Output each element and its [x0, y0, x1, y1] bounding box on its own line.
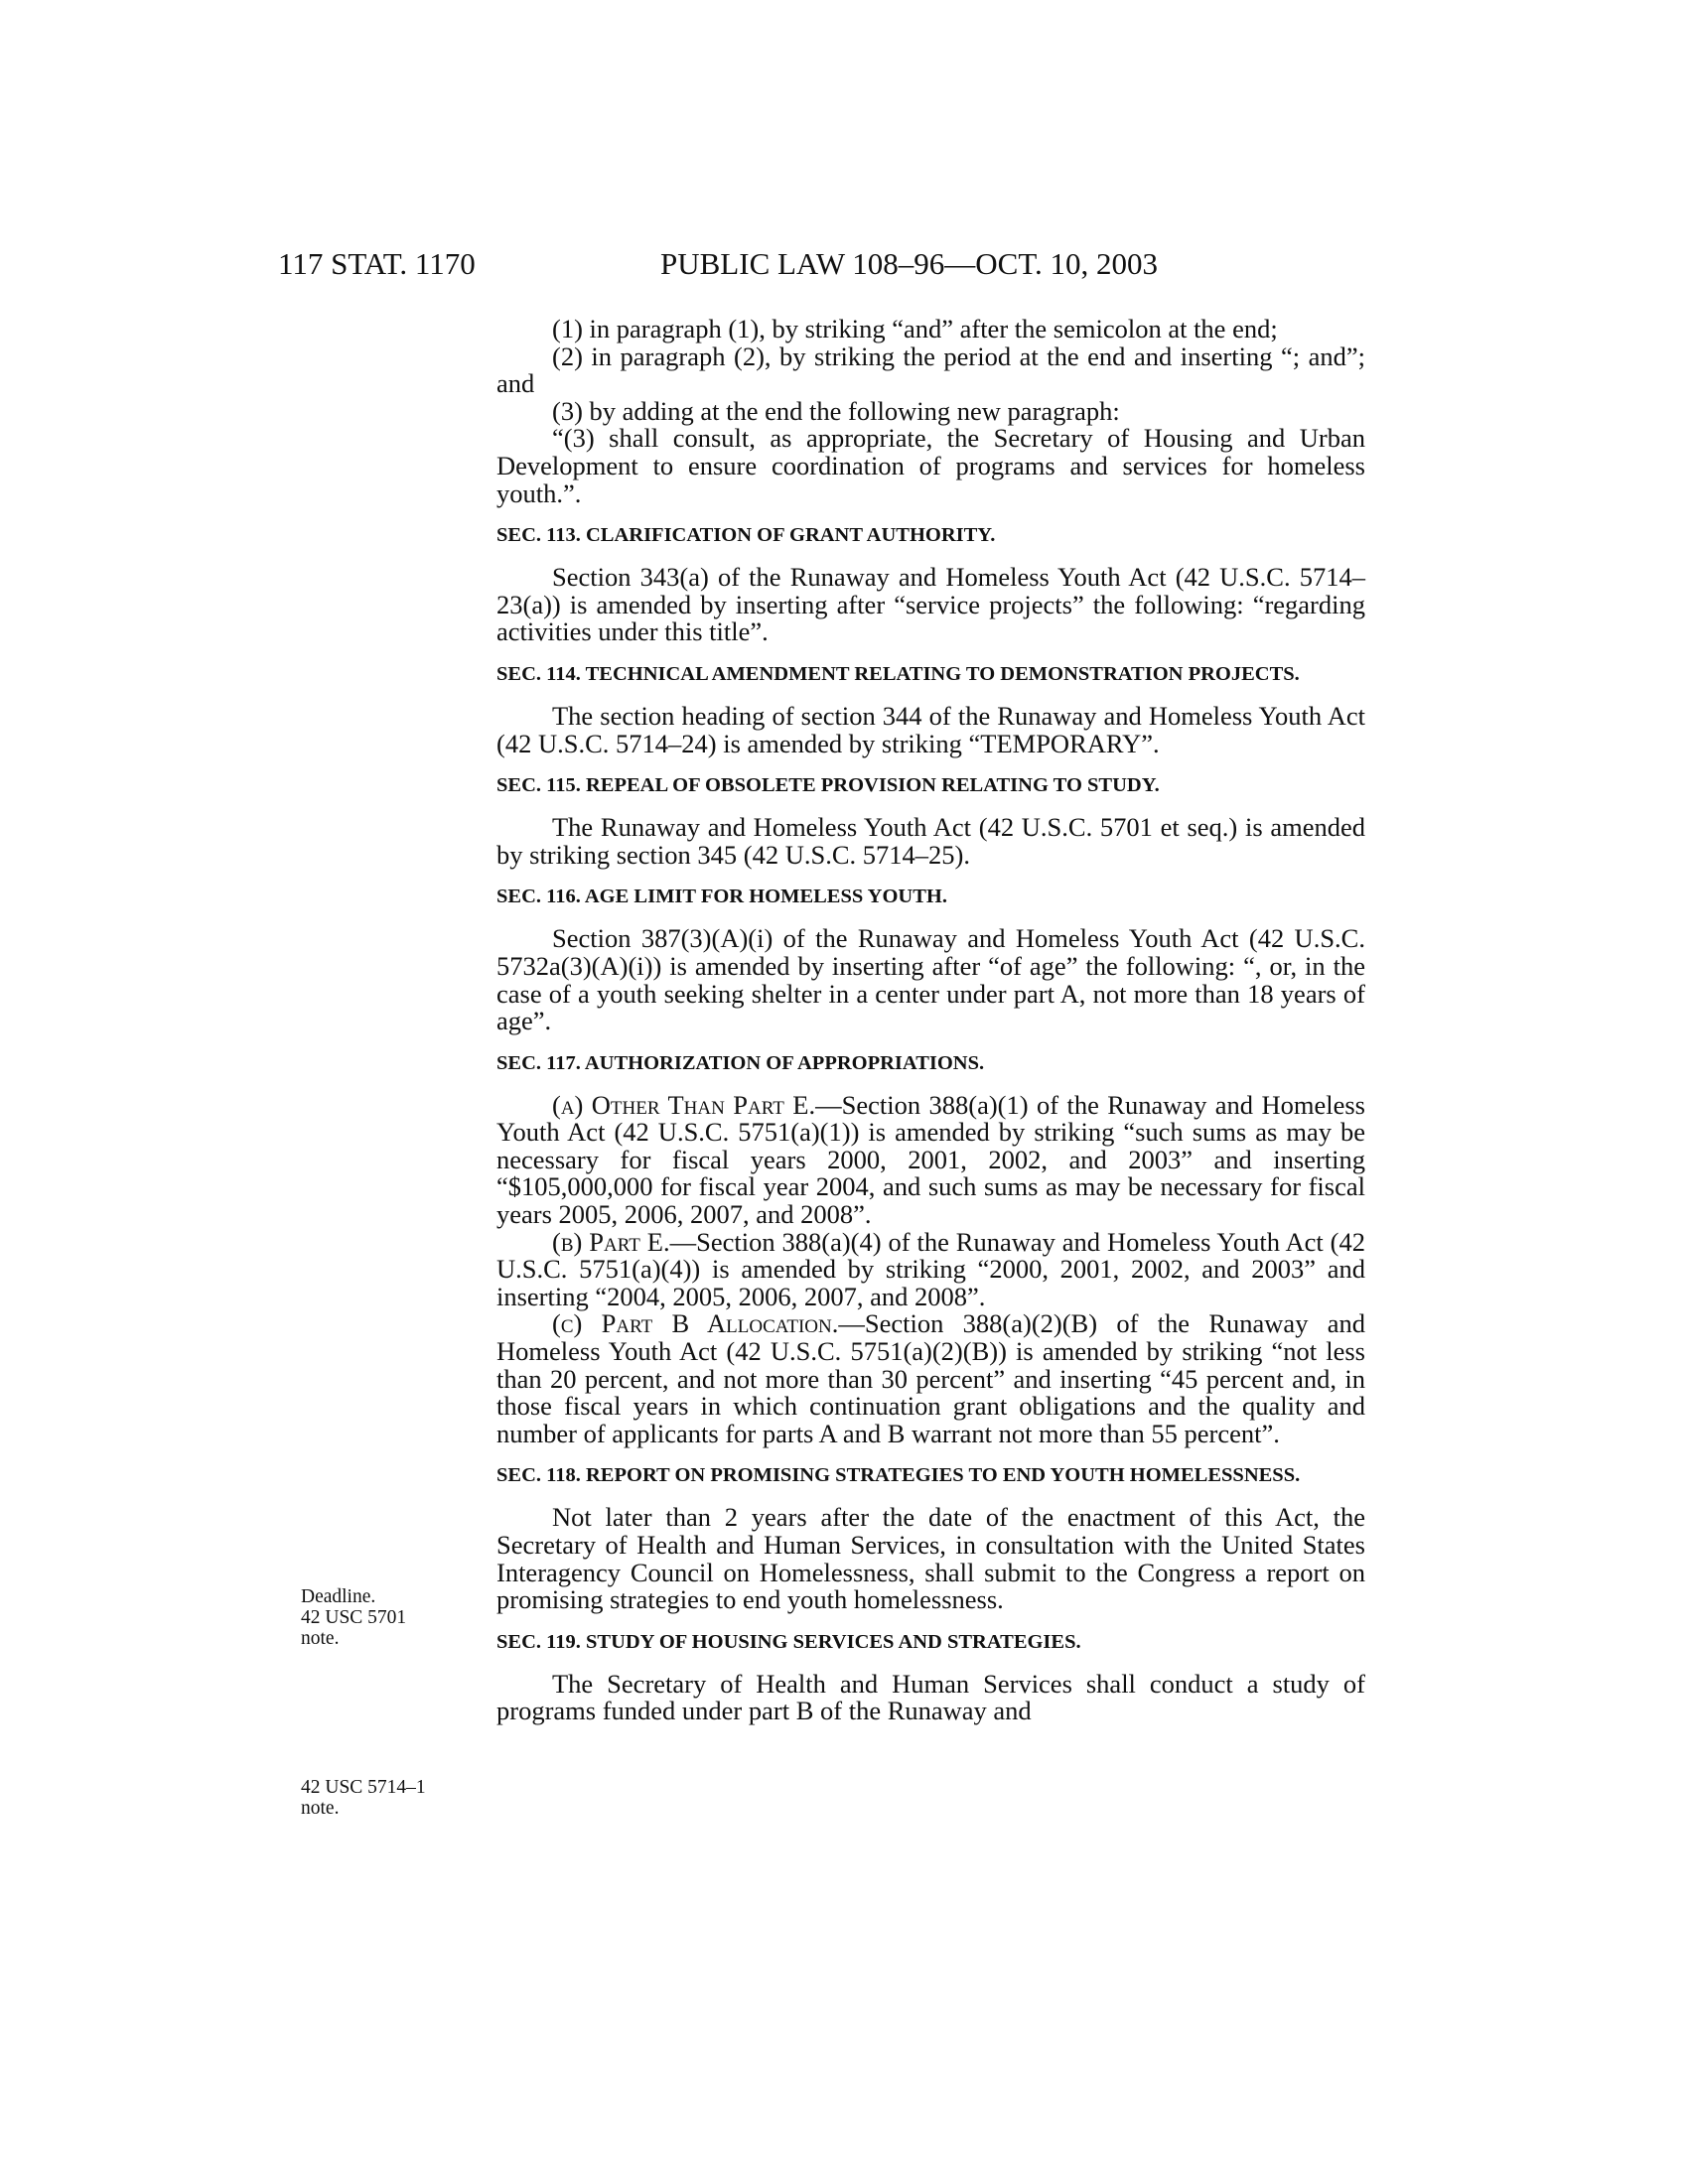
margin-note-line: 42 USC 5701	[301, 1607, 407, 1628]
subsection-label: (c) Part B Allocation.	[552, 1308, 839, 1339]
subsection-a	[496, 1089, 1365, 1230]
section-heading-118: SEC. 118. REPORT ON PROMISING STRATEGIES TO END YOUTH HOMELESSNESS.	[496, 1464, 1301, 1487]
section-text-118: Not later than 2 years after the date of the enactment of this Act, the Secretary of Health and Human Services, in consultation with the United States Interagency Council on Homelessness, shall submit to the Congress a report on promising strategies to end youth homelessness.	[496, 1502, 1365, 1615]
paragraph: (3) by adding at the end the following new paragraph:	[552, 395, 1120, 426]
paragraph: (2) in paragraph (2), by striking the period at the end and inserting “; and”; and	[496, 341, 1365, 399]
section-heading-116: SEC. 116. AGE LIMIT FOR HOMELESS YOUTH.	[496, 886, 947, 908]
section-heading-115: SEC. 115. REPEAL OF OBSOLETE PROVISION RELATING TO STUDY.	[496, 774, 1160, 797]
section-heading-119: SEC. 119. STUDY OF HOUSING SERVICES AND STRATEGIES.	[496, 1630, 1081, 1653]
subsection-text: —Section 388(a)(4) of the Runaway and Homeless Youth Act (42 U.S.C. 5751(a)(4)) is amended by striking “2000, 2001, 2002, and 2003” and inserting “2004, 2005, 2006, 2007, and 2008”.	[496, 1226, 1365, 1311]
section-text-115: The Runaway and Homeless Youth Act (42 U.S.C. 5701 et seq.) is amended by striking section 345 (42 U.S.C. 5714–25).	[496, 812, 1365, 870]
margin-note-usc	[301, 1777, 460, 1819]
section-text-116: Section 387(3)(A)(i) of the Runaway and Homeless Youth Act (42 U.S.C. 5732a(3)(A)(i)) is amended by inserting after “of age” the following: “, or, in the case of a youth seeking shelter in a center under part A, not more than 18 years of age”.	[496, 923, 1365, 1036]
subsection-b	[496, 1226, 1365, 1311]
section-text-119: The Secretary of Health and Human Services shall conduct a study of programs funded under part B of the Runaway and	[496, 1668, 1365, 1726]
margin-note-line: 42 USC 5714–1	[301, 1777, 426, 1798]
page-header	[0, 246, 1688, 286]
subsection-text: —Section 388(a)(1) of the Runaway and Homeless Youth Act (42 U.S.C. 5751(a)(1)) is amended by striking “such sums as may be necessary for fiscal years 2000, 2001, 2002, and 2003” and inserting “$105,000,000 for fiscal year 2004, and such sums as may be necessary for fiscal years 2005, 2006, 2007, and 2008”.	[496, 1089, 1365, 1230]
subsection-text: —Section 388(a)(2)(B) of the Runaway and Homeless Youth Act (42 U.S.C. 5751(a)(2)(B)) is amended by striking “not less than 20 percent, and not more than 30 percent” and inserting “45 percent and, in those fiscal years in which continuation grant obligations and the quality and number of applicants for parts A and B warrant not more than 55 percent”.	[496, 1308, 1366, 1448]
section-heading-114: SEC. 114. TECHNICAL AMENDMENT RELATING TO DEMONSTRATION PROJECTS.	[496, 662, 1300, 685]
margin-note-line: note.	[301, 1628, 340, 1649]
subsection-label: (b) Part E.	[552, 1226, 670, 1257]
section-heading-117: SEC. 117. AUTHORIZATION OF APPROPRIATIONS.	[496, 1051, 985, 1074]
subsection-c	[496, 1310, 1365, 1447]
margin-note-line: Deadline.	[301, 1586, 376, 1607]
subsection-label: (a) Other Than Part E.	[552, 1089, 816, 1120]
margin-note-line: note.	[301, 1798, 340, 1819]
paragraph: (1) in paragraph (1), by striking “and” after the semicolon at the end;	[552, 314, 1278, 343]
public-law-title: PUBLIC LAW 108–96—OCT. 10, 2003	[660, 246, 1158, 281]
section-text-113: Section 343(a) of the Runaway and Homeless Youth Act (42 U.S.C. 5714–23(a)) is amended by inserting after “service projects” the following: “regarding activities under this title”.	[496, 562, 1365, 647]
section-text-114: The section heading of section 344 of the Runaway and Homeless Youth Act (42 U.S.C. 5714–24) is amended by striking “TEMPORARY”.	[496, 700, 1365, 758]
quoted-paragraph: “(3) shall consult, as appropriate, the Secretary of Housing and Urban Development to ensure coordination of programs and services for homeless youth.”.	[496, 423, 1365, 508]
section-heading-113: SEC. 113. CLARIFICATION OF GRANT AUTHORITY.	[496, 524, 996, 547]
margin-note-deadline	[301, 1586, 460, 1649]
document-body	[496, 316, 1365, 1725]
statute-page-number: 117 STAT. 1170	[278, 246, 476, 281]
